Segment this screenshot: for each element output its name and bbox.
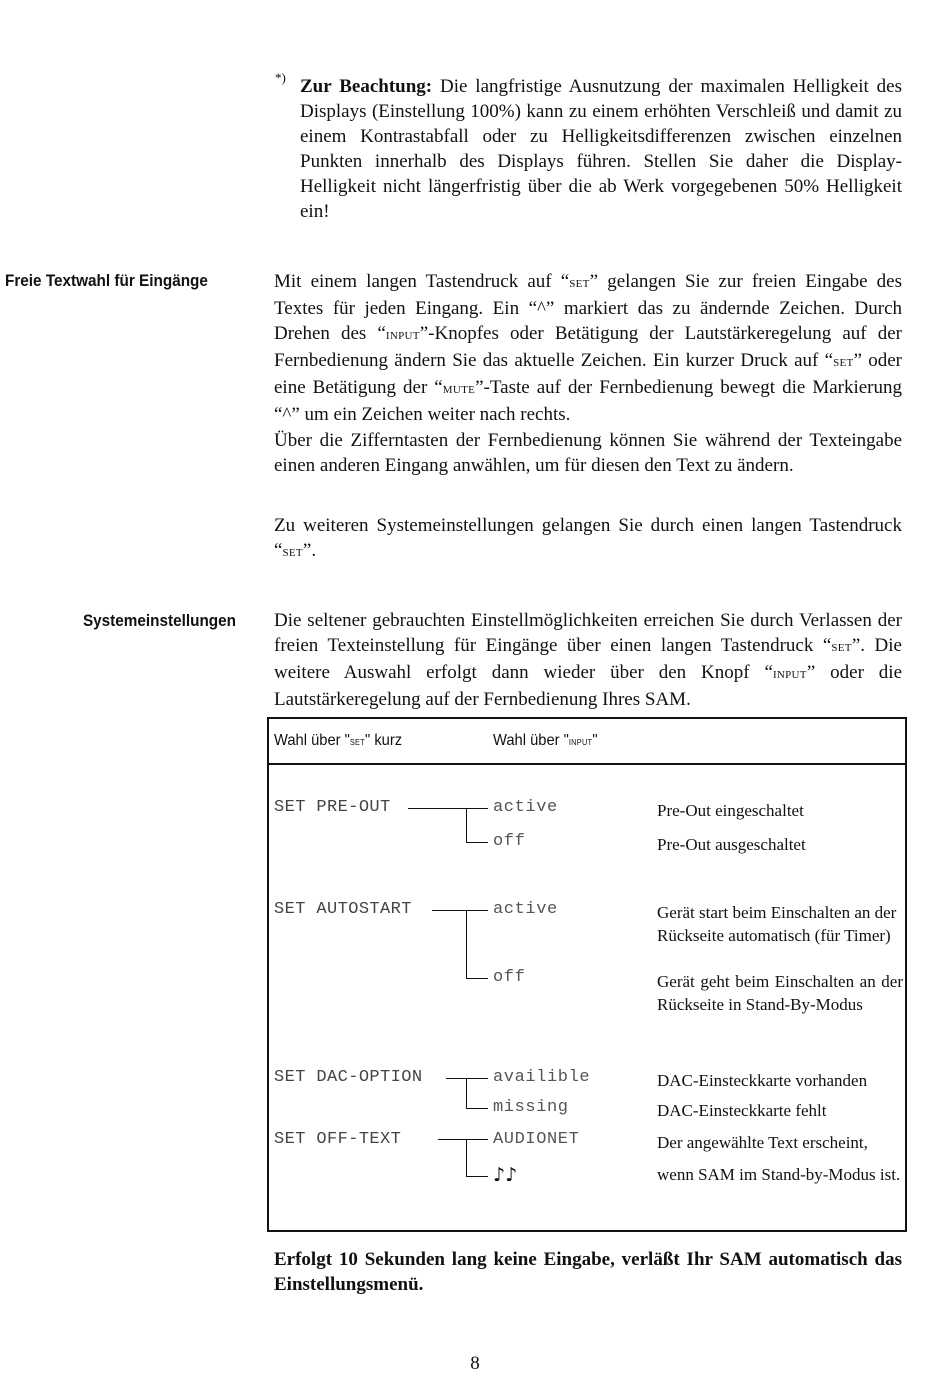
free-text-paragraph-1 [274,269,902,427]
note-text: Die langfristige Ausnutzung der maximalen Helligkeit des Displays (Einstellung 100%) kann zu einem erhöhten Verschleiß und damit zu einem Kontrastabfall oder zu Helligkeitsdifferenzen zwischen einzelnen Punkten innerhalb des Displays führen. Stellen Sie daher die Display-Helligkeit nicht längerfristig über die ab Werk vorgegebenen 50% Helligkeit ein! [300,76,902,222]
heading-free-text: Freie Textwahl für Eingänge [5,271,208,290]
key-set: set [831,639,852,655]
key-set: set [282,544,303,560]
key-set: set [833,354,854,370]
text-span: Mit einem langen Tastendruck auf “ [274,271,570,292]
option-description: Gerät geht beim Einschalten an der Rückseite in Stand-By-Modus [657,972,903,1014]
connector-line [466,1108,488,1109]
option-description: Der angewählte Text erscheint, [657,1133,868,1152]
connector-line [466,978,488,979]
option-value: off [493,832,526,851]
text-span: Wahl über " [274,732,350,749]
connector-line [438,1139,488,1140]
free-text-paragraph-2: Über die Zifferntasten der Fernbedienung können Sie während der Texteingabe einen anderen Eingang anwählen, um für diesen den Text zu ändern. [274,430,902,476]
key-input: input [385,327,420,343]
heading-system-settings: Systemeinstellungen [82,611,236,630]
text-span: ”-Taste auf der Fernbedienung bewegt die Markierung “^” um ein Zeichen weiter nach rechts. [274,377,903,425]
setting-autostart: SET AUTOSTART [274,900,412,919]
connector-line [466,1078,467,1108]
connector-line [466,1176,488,1177]
text-span: ” oder eine Betätigung der “ [274,350,903,398]
option-description: Gerät start beim Einschalten an der Rückseite automatisch (für Timer) [657,903,897,945]
option-value: active [493,798,558,817]
text-span: ”. [302,540,317,561]
option-value: availible [493,1068,591,1087]
system-paragraph [274,608,902,712]
option-description: Pre-Out ausgeschaltet [657,835,806,854]
text-span: Zu weiteren Systemeinstellungen gelangen Sie durch einen langen Tastendruck “ [274,515,902,561]
key-input: input [568,734,593,748]
key-mute: mute [442,381,476,397]
free-text-paragraph-3 [274,513,902,565]
table-header-input [493,732,598,750]
option-description: DAC-Einsteckkarte vorhanden [657,1071,868,1090]
option-description: DAC-Einsteckkarte fehlt [657,1101,827,1120]
text-span: " kurz [365,732,403,749]
setting-pre-out: SET PRE-OUT [274,798,391,817]
connector-line [466,842,488,843]
connector-line [466,1139,467,1176]
footnote-marker: *) [275,70,286,85]
setting-dac-option: SET DAC-OPTION [274,1068,423,1087]
music-notes-icon: ♪♪ [493,1164,518,1186]
table-header-divider [269,763,907,765]
connector-line [432,910,488,911]
text-span: ” gelangen Sie zur freien Eingabe des Textes für jeden Eingang. Ein “^” markiert das zu ändernde Zeichen. Durch Drehen des “ [274,271,902,344]
option-description: Pre-Out eingeschaltet [657,801,804,820]
connector-line [466,808,467,842]
page-number: 8 [470,1353,480,1374]
connector-line [466,910,467,978]
option-value: AUDIONET [493,1130,580,1149]
text-span: Die seltener gebrauchten Einstellmöglichkeiten erreichen Sie durch Verlassen der freien Texteinstellung für Eingänge über einen langen Tastendruck “ [274,610,902,656]
key-input: input [772,666,807,682]
note-lead: Zur Beachtung: [300,76,433,97]
connector-line [446,1078,488,1079]
option-description: wenn SAM im Stand-by-Modus ist. [657,1165,901,1184]
text-span: ” oder die Lautstärkeregelung auf der Fernbedienung Ihres SAM. [274,662,903,710]
note-paragraph [300,74,902,224]
option-value: active [493,900,558,919]
setting-off-text: SET OFF-TEXT [274,1130,402,1149]
key-set: set [349,734,366,748]
table-header-set [274,732,402,750]
auto-exit-note: Erfolgt 10 Sekunden lang keine Eingabe, verläßt Ihr SAM automatisch das Einstellungsmenü. [274,1249,902,1295]
text-span: ”. Die weitere Auswahl erfolgt dann wieder über den Knopf “ [274,635,902,683]
option-value: missing [493,1098,569,1117]
text-span: Wahl über " [493,732,569,749]
key-set: set [569,275,590,291]
option-value: off [493,968,526,987]
connector-line [408,808,488,809]
text-span: " [592,732,598,749]
text-span: ”-Knopfes oder Betätigung der Lautstärkeregelung auf der Fernbedienung ändern Sie das aktuelle Zeichen. Ein kurzer Druck auf “ [274,323,902,371]
